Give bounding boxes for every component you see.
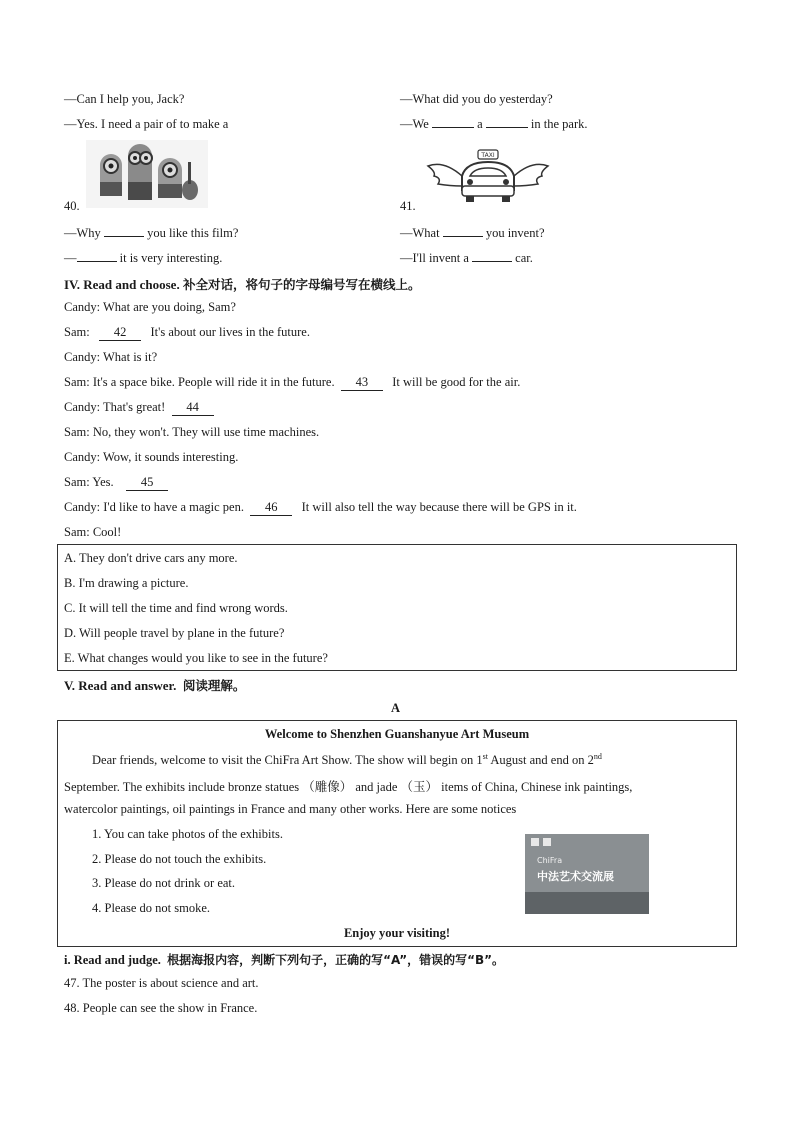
options-box (57, 544, 737, 671)
option-c: C. It will tell the time and find wrong words. (64, 601, 288, 615)
answer-blank[interactable] (443, 236, 483, 237)
poster-paragraph-line1: Dear friends, welcome to visit the ChiFra Art Show. The show will begin on 1st August and end on 2nd (92, 752, 602, 768)
dialogue-line: Candy: That's great! 44 (64, 400, 214, 416)
q40-prompt-line1: —Can I help you, Jack? (64, 92, 185, 106)
q41-prompt-line1: —What did you do yesterday? (400, 92, 553, 106)
dialogue-line: Sam: Cool! (64, 525, 122, 539)
dialogue-line: Candy: What is it? (64, 350, 158, 364)
dialogue-line: Candy: What are you doing, Sam? (64, 300, 236, 314)
option-e: E. What changes would you like to see in the future? (64, 651, 328, 665)
flying-taxi-picture (426, 146, 550, 210)
answer-blank[interactable] (432, 127, 474, 128)
notice-item: 2. Please do not touch the exhibits. (92, 852, 267, 866)
answer-blank-42[interactable]: 42 (99, 325, 141, 341)
notice-item: 4. Please do not smoke. (92, 901, 211, 915)
option-b: B. I'm drawing a picture. (64, 576, 189, 590)
dialogue-line: Sam: Yes. 45 (64, 475, 168, 491)
section4-title: IV. Read and choose. 补全对话，将句子的字母编号写在横线上。 (64, 277, 421, 292)
dialogue-line: Sam: 42 It's about our lives in the future. (64, 325, 310, 339)
dialogue-line: Sam: It's a space bike. People will ride it in the future. 43 It will be good for the air. (64, 375, 521, 389)
answer-blank[interactable] (104, 236, 144, 237)
poster-paragraph-line3: watercolor paintings, oil paintings in France and many other works. Here are some notices (64, 802, 517, 816)
q40-question-line3: —Why you like this film? (64, 226, 239, 240)
question-47: 47. The poster is about science and art. (64, 976, 259, 990)
answer-blank-46[interactable]: 46 (250, 500, 292, 516)
answer-blank-45[interactable]: 45 (126, 475, 168, 491)
image-english-text: ChiFra (537, 856, 563, 865)
taxi-sign-text: TAXI (481, 152, 495, 159)
answer-blank[interactable] (77, 261, 117, 262)
question-number-40: 40. (64, 199, 80, 213)
poster-paragraph-line2: September. The exhibits include bronze statues （雕像） and jade （玉） items of China, Chinese ink paintings, (64, 780, 633, 794)
passage-label: A (391, 701, 401, 715)
judge-instructions: i. Read and judge. 根据海报内容，判断下列句子，正确的写“A”，错误的写“B”。 (64, 953, 505, 967)
section5-title: V. Read and answer. 阅读理解。 (64, 678, 246, 693)
exhibition-poster-image (525, 834, 649, 914)
question-number-41: 41. (400, 199, 416, 213)
q40-question-line4: — it is very interesting. (64, 251, 223, 265)
minions-picture (86, 140, 208, 208)
answer-blank[interactable] (472, 261, 512, 262)
dialogue-line: Sam: No, they won't. They will use time machines. (64, 425, 320, 439)
dialogue-line: Candy: I'd like to have a magic pen. 46 It will also tell the way because there will be GPS in it. (64, 500, 577, 514)
q41-question-line3: —What you invent? (400, 226, 545, 240)
notice-item: 1. You can take photos of the exhibits. (92, 827, 283, 841)
answer-blank[interactable] (486, 127, 528, 128)
q40-prompt-line2: —Yes. I need a pair of to make a (64, 117, 229, 131)
poster-footer: Enjoy your visiting! (343, 926, 451, 940)
question-48: 48. People can see the show in France. (64, 1001, 258, 1015)
notice-item: 3. Please do not drink or eat. (92, 876, 236, 890)
q41-prompt-line2: —We a in the park. (400, 117, 588, 131)
image-chinese-text: 中法艺术交流展 (537, 870, 614, 883)
dialogue-line: Candy: Wow, it sounds interesting. (64, 450, 239, 464)
poster-box (57, 720, 737, 947)
q41-question-line4: —I'll invent a car. (400, 251, 533, 265)
option-d: D. Will people travel by plane in the future? (64, 626, 285, 640)
poster-title: Welcome to Shenzhen Guanshanyue Art Museum (264, 727, 530, 741)
answer-blank-43[interactable]: 43 (341, 375, 383, 391)
answer-blank-44[interactable]: 44 (172, 400, 214, 416)
option-a: A. They don't drive cars any more. (64, 551, 238, 565)
